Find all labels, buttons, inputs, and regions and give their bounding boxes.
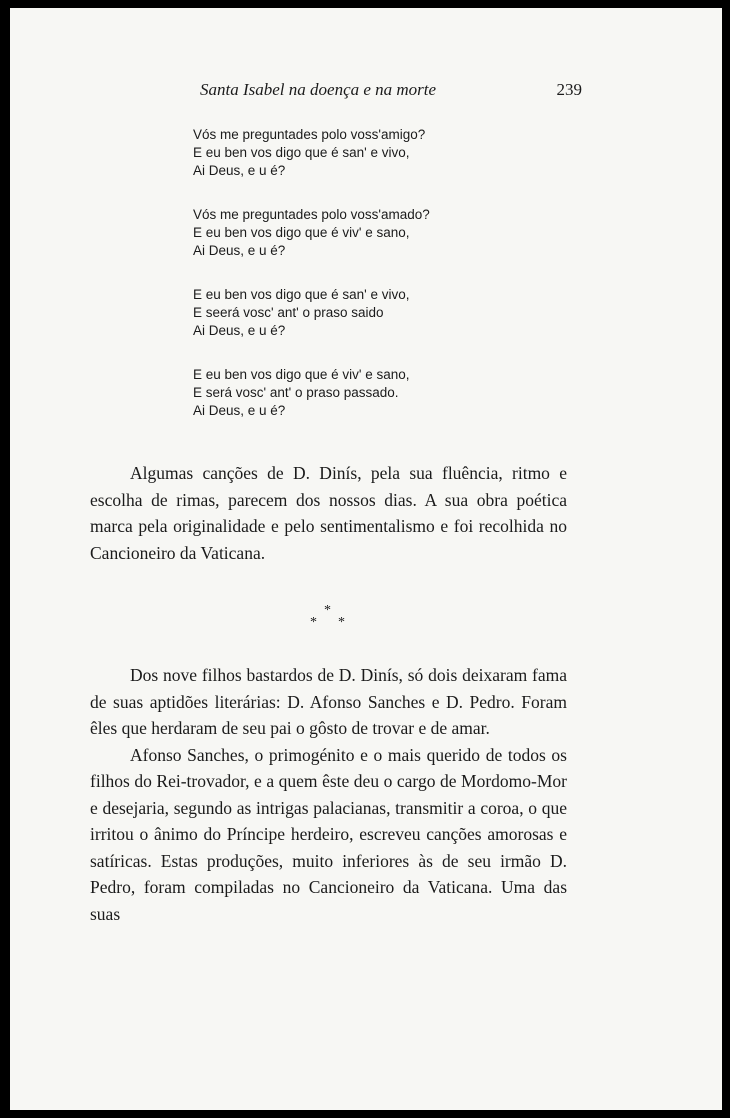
poem-verse: E eu ben vos digo que é viv' e sano, [193, 367, 410, 382]
asterisk-top: * [324, 603, 331, 618]
asterisk-left: * [310, 615, 317, 630]
poem-stanza [193, 206, 430, 260]
poem [193, 126, 430, 446]
poem-stanza [193, 286, 430, 340]
paragraph: Dos nove filhos bastardos de D. Dinís, só dois deixaram fama de suas aptidões literárias: D. Afonso Sanches e D. Pedro. Foram êles que herdaram de seu pai o gôsto de trovar e de amar. [90, 665, 567, 738]
poem-verse: E eu ben vos digo que é viv' e sano, [193, 225, 410, 240]
section-separator [310, 604, 370, 634]
poem-verse: E eu ben vos digo que é san' e vivo, [193, 145, 410, 160]
poem-verse: Vós me preguntades polo voss'amigo? [193, 127, 426, 142]
poem-verse: Ai Deus, e u é? [193, 403, 286, 418]
asterisk-right: * [338, 615, 345, 630]
poem-stanza [193, 126, 430, 180]
poem-verse: E seerá vosc' ant' o praso saido [193, 305, 384, 320]
paragraph: Algumas canções de D. Dinís, pela sua fluência, ritmo e escolha de rimas, parecem dos nossos dias. A sua obra poética marca pela originalidade e pelo sentimentalismo e foi recolhida no Cancioneiro da Vaticana. [90, 463, 567, 563]
poem-verse: E será vosc' ant' o praso passado. [193, 385, 399, 400]
running-title: Santa Isabel na doença e na morte [200, 80, 437, 99]
poem-verse: Ai Deus, e u é? [193, 323, 286, 338]
book-page [10, 8, 722, 1110]
prose-block-lower [90, 662, 567, 927]
paragraph: Afonso Sanches, o primogénito e o mais querido de todos os filhos do Rei-trovador, e a quem êste deu o cargo de Mordomo-Mor e desejaria, segundo as intrigas palacianas, transmitir a coroa, o que irritou o ânimo do Príncipe herdeiro, escreveu canções amorosas e satíricas. Estas produções, muito inferiores às de seu irmão D. Pedro, foram compiladas no Cancioneiro da Vaticana. Uma das suas [90, 744, 567, 924]
poem-verse: Vós me preguntades polo voss'amado? [193, 207, 430, 222]
prose-block-upper [90, 460, 567, 566]
poem-verse: Ai Deus, e u é? [193, 243, 286, 258]
page-number: 239 [556, 80, 582, 99]
poem-stanza [193, 366, 430, 420]
poem-verse: Ai Deus, e u é? [193, 163, 286, 178]
poem-verse: E eu ben vos digo que é san' e vivo, [193, 287, 410, 302]
running-header [10, 80, 722, 104]
